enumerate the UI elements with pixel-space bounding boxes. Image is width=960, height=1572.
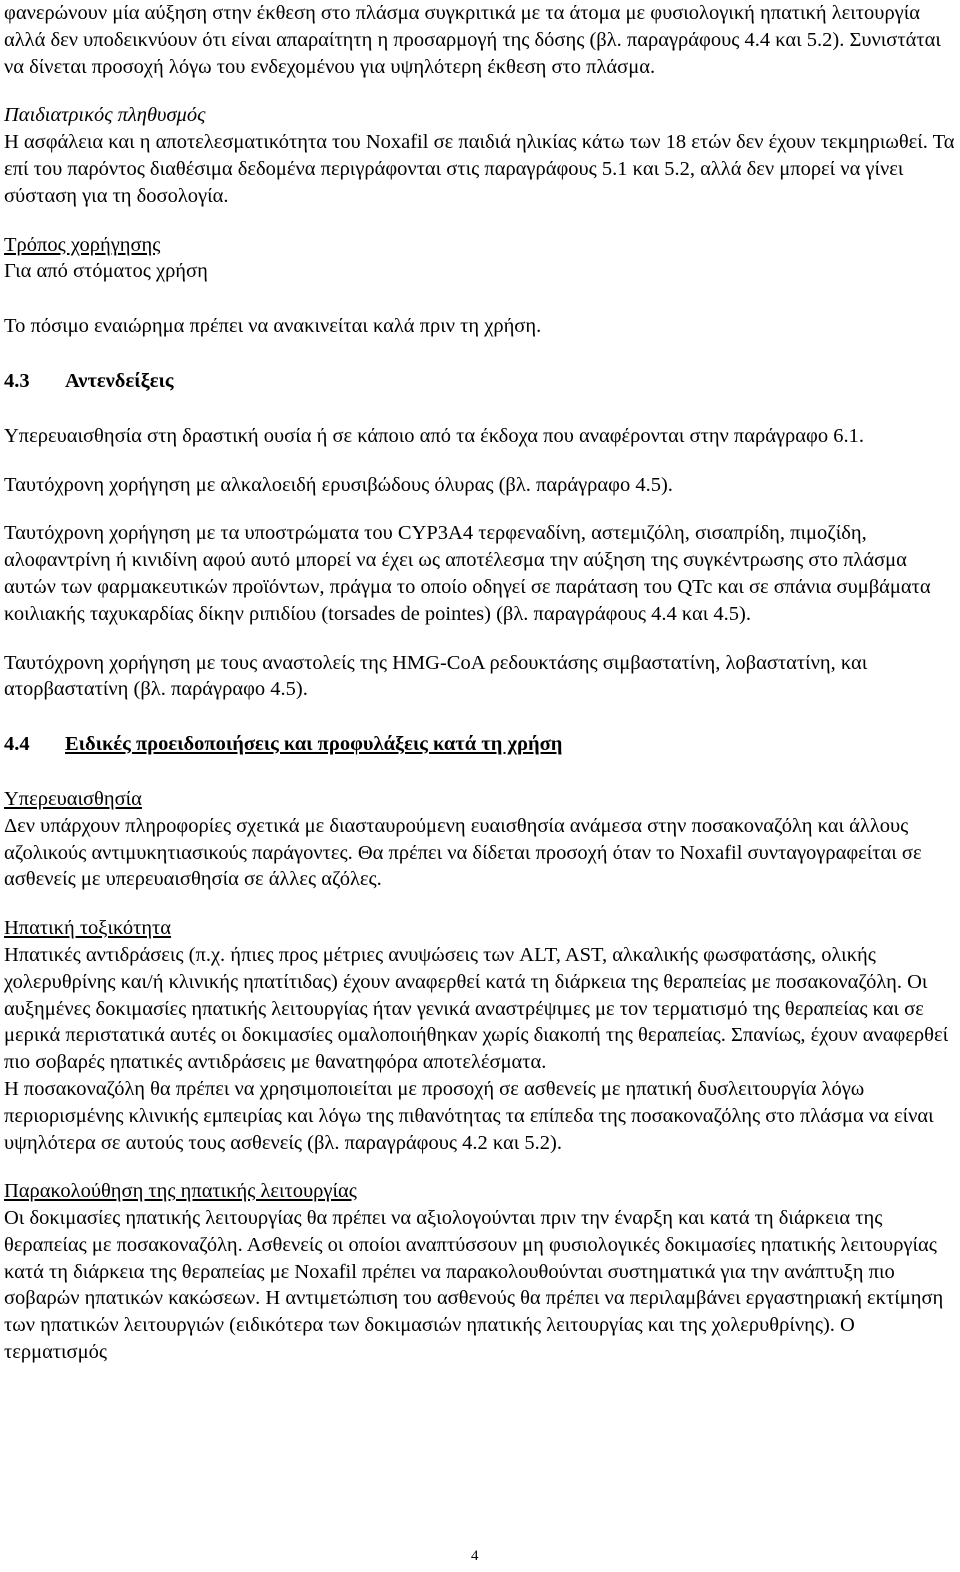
pediatric-paragraph: Η ασφάλεια και η αποτελεσματικότητα του Noxafil σε παιδιά ηλικίας κάτω των 18 ετών δεν έχουν τεκμηριωθεί. Τα επί του παρόντος διαθέσιμα δεδομένα περιγράφονται στις παραγράφους 5.1 και 5.2, αλλά δεν μπορεί να γίνει σύσταση για τη δοσολογία. xyxy=(4,131,955,207)
contraindication-paragraph: Ταυτόχρονη χορήγηση με αλκαλοειδή ερυσιβώδους όλυρας (βλ. παράγραφο 4.5). xyxy=(4,473,673,496)
hypersensitivity-heading: Υπερευαισθησία xyxy=(4,787,142,810)
administration-line-2: Το πόσιμο εναιώρημα πρέπει να ανακινείται καλά πριν τη χρήση. xyxy=(4,315,542,338)
hepatotoxicity-heading: Ηπατική τοξικότητα xyxy=(4,917,172,940)
monitoring-heading: Παρακολούθηση της ηπατικής λειτουργίας xyxy=(4,1180,357,1203)
intro-paragraph: φανερώνουν μία αύξηση στην έκθεση στο πλάσμα συγκριτικά με τα άτομα με φυσιολογική ηπατική λειτουργία αλλά δεν υποδεικνύουν ότι είναι απαραίτητη η προσαρμογή της δόσης (βλ. παραγράφους 4.4 και 5.2). Συνιστάται να δίνεται προσοχή λόγω του ενδεχομένου για υψηλότερη έκθεση στο πλάσμα. xyxy=(4,2,941,78)
section-number: 4.3 xyxy=(4,369,30,392)
contraindication-paragraph: Ταυτόχρονη χορήγηση με τα υποστρώματα του CYP3A4 τερφεναδίνη, αστεμιζόλη, σισαπρίδη, πιμοζίδη, αλοφαντρίνη ή κινιδίνη αφού αυτό μπορεί να έχει ως αποτέλεσμα την αύξηση της συγκέντρωσης στο πλάσμα αυτών των φαρμακευτικών προϊόντων, πράγμα το οποίο οδηγεί σε παράταση του QTc και σε σπάνια συμβάματα κοιλιακής ταχυκαρδίας δίκην ριπιδίου (torsades de pointes) (βλ. παραγράφους 4.4 και 4.5). xyxy=(4,522,931,625)
section-number: 4.4 xyxy=(4,733,30,756)
section-title: Ειδικές προειδοποιήσεις και προφυλάξεις κατά τη χρήση xyxy=(65,733,563,756)
document-page xyxy=(4,0,956,1366)
hypersensitivity-paragraph: Δεν υπάρχουν πληροφορίες σχετικά με διασταυρούμενη ευαισθησία ανάμεσα στην ποσακοναζόλη και άλλους αζολικούς αντιμυκητιασικούς παράγοντες. Θα πρέπει να δίδεται προσοχή όταν το Noxafil συνταγογραφείται σε ασθενείς με υπερευαισθησία σε άλλες αζόλες. xyxy=(4,814,922,891)
page-number: 4 xyxy=(471,1548,479,1564)
section-title: Αντενδείξεις xyxy=(65,369,174,392)
administration-line-1: Για από στόματος χρήση xyxy=(4,260,208,283)
contraindication-paragraph: Ταυτόχρονη χορήγηση με τους αναστολείς της HMG-CoA ρεδουκτάσης σιμβαστατίνη, λοβαστατίνη, και ατορβαστατίνη (βλ. παράγραφο 4.5). xyxy=(4,651,868,701)
administration-heading: Τρόπος χορήγησης xyxy=(4,233,161,256)
section-4-3-heading xyxy=(4,368,956,395)
section-4-4-heading xyxy=(4,731,956,758)
pediatric-heading: Παιδιατρικός πληθυσμός xyxy=(4,104,206,127)
hepatotoxicity-paragraph-2: Η ποσακοναζόλη θα πρέπει να χρησιμοποιείται με προσοχή σε ασθενείς με ηπατική δυσλειτουργία λόγω περιορισμένης κλινικής εμπειρίας και λόγω της πιθανότητας τα επίπεδα της ποσακοναζόλης στο πλάσμα να είναι υψηλότερα σε αυτούς τους ασθενείς (βλ. παραγράφους 4.2 και 5.2). xyxy=(4,1077,934,1154)
contraindication-paragraph: Υπερευαισθησία στη δραστική ουσία ή σε κάποιο από τα έκδοχα που αναφέρονται στην παράγραφο 6.1. xyxy=(4,424,864,447)
monitoring-paragraph: Οι δοκιμασίες ηπατικής λειτουργίας θα πρέπει να αξιολογούνται πριν την έναρξη και κατά τη διάρκεια της θεραπείας με ποσακοναζόλη. Ασθενείς οι οποίοι αναπτύσσουν μη φυσιολογικές δοκιμασίες ηπατικής λειτουργίας κατά τη διάρκεια της θεραπείας με Noxafil πρέπει να παρακολουθούνται συστηματικά για την ανάπτυξη πιο σοβαρών ηπατικών κακώσεων. Η αντιμετώπιση του ασθενούς θα πρέπει να περιλαμβάνει εργαστηριακή εκτίμηση των ηπατικών λειτουργιών (ειδικότερα των δοκιμασιών ηπατικής λειτουργίας και της χολερυθρίνης). Ο τερματισμός xyxy=(4,1207,944,1364)
hepatotoxicity-paragraph-1: Ηπατικές αντιδράσεις (π.χ. ήπιες προς μέτριες ανυψώσεις των ALT, AST, αλκαλικής φωσφατάσης, ολικής χολερυθρίνης και/ή κλινικής ηπατίτιδας) έχουν αναφερθεί κατά τη διάρκεια της θεραπείας με ποσακοναζόλη. Οι αυξημένες δοκιμασίες ηπατικής λειτουργίας ήταν γενικά αναστρέψιμες με τον τερματισμό της θεραπείας και σε μερικά περιστατικά αυτές οι δοκιμασίες ομαλοποιήθηκαν χωρίς διακοπή της θεραπείας. Σπανίως, έχουν αναφερθεί πιο σοβαρές ηπατικές αντιδράσεις με θανατηφόρα αποτελέσματα. xyxy=(4,943,949,1074)
